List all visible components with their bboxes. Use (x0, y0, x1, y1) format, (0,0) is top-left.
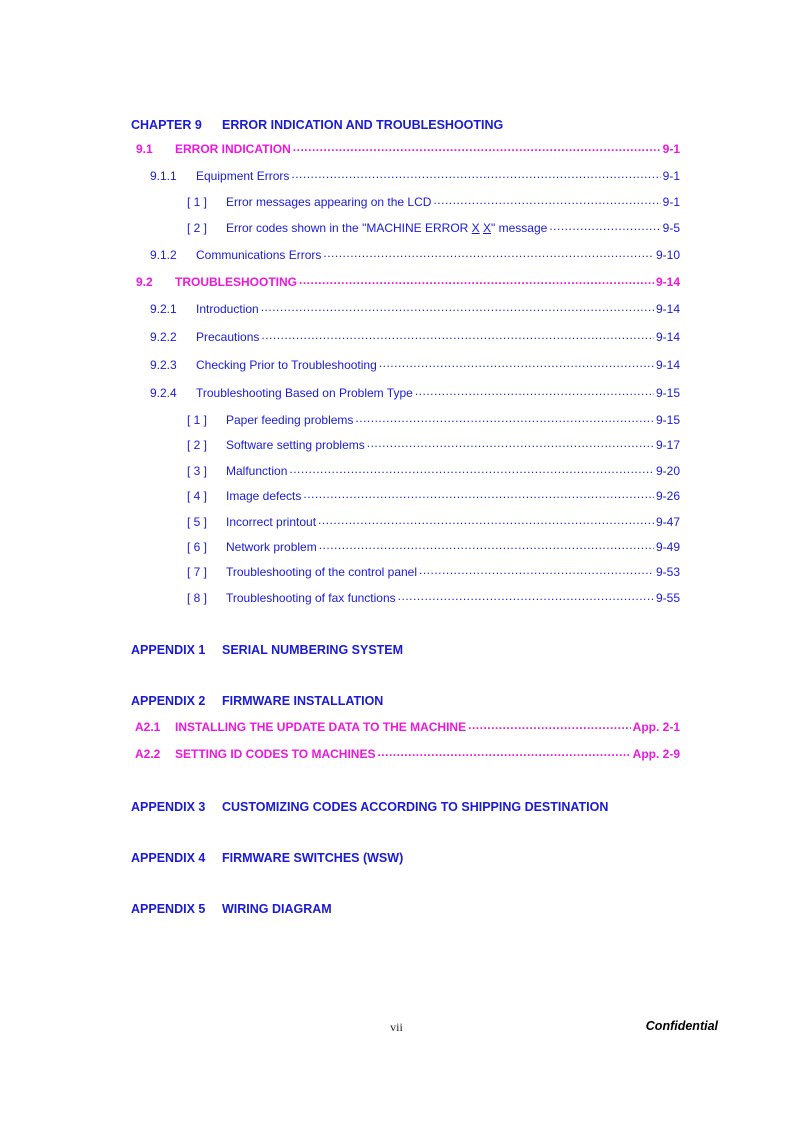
toc-entry-9-2[interactable] (136, 274, 680, 289)
toc-title: Image defects (226, 489, 302, 503)
appendix-5-heading[interactable] (131, 902, 332, 916)
toc-leader (319, 539, 654, 551)
toc-entry-9-1-2[interactable] (150, 247, 680, 262)
appendix-title: FIRMWARE INSTALLATION (222, 694, 384, 708)
toc-number: [ 5 ] (187, 515, 208, 529)
toc-title: Network problem (226, 540, 317, 554)
appendix-4-heading[interactable] (131, 851, 403, 865)
toc-page: 9-55 (655, 591, 680, 605)
toc-page: 9-14 (655, 275, 680, 289)
toc-leader (289, 463, 654, 475)
toc-number: 9.2.4 (150, 386, 177, 400)
toc-title: Troubleshooting Based on Problem Type (196, 386, 413, 400)
toc-title: Troubleshooting of fax functions (226, 591, 396, 605)
toc-leader (293, 141, 661, 153)
toc-entry-9-2-4-2[interactable] (187, 437, 680, 452)
toc-number: [ 7 ] (187, 565, 208, 579)
toc-entry-9-2-4-8[interactable] (187, 590, 680, 605)
toc-title: Software setting problems (226, 438, 365, 452)
toc-title: Introduction (196, 302, 259, 316)
appendix-title: SERIAL NUMBERING SYSTEM (222, 643, 404, 657)
toc-entry-9-1-1-2[interactable] (187, 220, 680, 235)
toc-title: INSTALLING THE UPDATE DATA TO THE MACHINE (175, 720, 467, 734)
toc-title: Error messages appearing on the LCD (226, 195, 432, 209)
toc-leader (367, 437, 654, 449)
chapter-title: ERROR INDICATION AND TROUBLESHOOTING (222, 118, 504, 132)
toc-number: [ 2 ] (187, 221, 208, 235)
toc-leader (379, 357, 654, 369)
toc-page: 9-15 (655, 413, 680, 427)
toc-number: 9.1 (136, 142, 153, 156)
toc-page: 9-1 (662, 169, 680, 183)
appendix-number: APPENDIX 3 (131, 800, 206, 814)
toc-title: TROUBLESHOOTING (175, 275, 297, 289)
toc-page: 9-10 (655, 248, 680, 262)
toc-entry-a2-2[interactable] (135, 746, 680, 761)
chapter-number: CHAPTER 9 (131, 118, 202, 132)
appendix-title: FIRMWARE SWITCHES (WSW) (222, 851, 404, 865)
toc-number: 9.2.1 (150, 302, 177, 316)
toc-title: ERROR INDICATION (175, 142, 291, 156)
toc-page: 9-14 (655, 302, 680, 316)
toc-number: 9.1.2 (150, 248, 177, 262)
toc-entry-9-1-1-1[interactable] (187, 194, 680, 209)
toc-title-underlined: X (471, 221, 480, 235)
toc-page: 9-20 (655, 464, 680, 478)
toc-entry-9-2-4-6[interactable] (187, 539, 680, 554)
toc-number: [ 1 ] (187, 413, 208, 427)
toc-page: 9-15 (655, 386, 680, 400)
toc-page: 9-47 (655, 515, 680, 529)
appendix-number: APPENDIX 2 (131, 694, 206, 708)
toc-leader (299, 274, 654, 286)
toc-number: [ 2 ] (187, 438, 208, 452)
toc-title-part: Error codes shown in the "MACHINE ERROR (226, 221, 472, 235)
toc-leader (415, 385, 654, 397)
toc-title: SETTING ID CODES TO MACHINES (175, 747, 376, 761)
toc-leader (318, 514, 654, 526)
toc-entry-9-2-4-1[interactable] (187, 412, 680, 427)
toc-leader (261, 329, 654, 341)
toc-page: 9-14 (655, 330, 680, 344)
toc-number: [ 6 ] (187, 540, 208, 554)
toc-entry-9-2-4-4[interactable] (187, 488, 680, 503)
toc-title: Troubleshooting of the control panel (226, 565, 418, 579)
toc-title-underlined: X (483, 221, 492, 235)
toc-number: 9.2.2 (150, 330, 177, 344)
toc-entry-9-2-4-3[interactable] (187, 463, 680, 478)
toc-entry-9-2-4[interactable] (150, 385, 680, 400)
appendix-number: APPENDIX 1 (131, 643, 206, 657)
toc-page: App. 2-1 (632, 720, 680, 734)
confidential-label: Confidential (645, 1019, 718, 1033)
toc-entry-9-1-1[interactable] (150, 168, 680, 183)
appendix-3-heading[interactable] (131, 800, 608, 814)
toc-leader (377, 746, 630, 758)
toc-page: 9-17 (655, 438, 680, 452)
toc-entry-9-2-2[interactable] (150, 329, 680, 344)
appendix-number: APPENDIX 4 (131, 851, 206, 865)
toc-number: 9.1.1 (150, 169, 177, 183)
appendix-1-heading[interactable] (131, 643, 403, 657)
toc-number: [ 3 ] (187, 464, 208, 478)
toc-leader (355, 412, 654, 424)
toc-page: 9-1 (662, 195, 680, 209)
toc-title: Equipment Errors (196, 169, 290, 183)
toc-leader (468, 719, 631, 731)
toc-title: Communications Errors (196, 248, 322, 262)
toc-leader (323, 247, 654, 259)
toc-number: [ 8 ] (187, 591, 208, 605)
toc-leader (433, 194, 660, 206)
toc-title: Malfunction (226, 464, 288, 478)
toc-number: [ 4 ] (187, 489, 208, 503)
appendix-number: APPENDIX 5 (131, 902, 206, 916)
appendix-title: CUSTOMIZING CODES ACCORDING TO SHIPPING DESTINATION (222, 800, 609, 814)
appendix-2-heading[interactable] (131, 694, 383, 708)
toc-entry-9-1[interactable] (136, 141, 680, 156)
toc-title: Paper feeding problems (226, 413, 354, 427)
toc-entry-9-2-4-5[interactable] (187, 514, 680, 529)
toc-leader (261, 301, 654, 313)
toc-leader (303, 488, 654, 500)
toc-page: 9-53 (655, 565, 680, 579)
toc-leader (398, 590, 654, 602)
toc-page: App. 2-9 (632, 747, 680, 761)
toc-number: A2.1 (135, 720, 161, 734)
toc-number: 9.2.3 (150, 358, 177, 372)
toc-title-part: " message (491, 221, 548, 235)
appendix-title: WIRING DIAGRAM (222, 902, 332, 916)
toc-page: 9-14 (655, 358, 680, 372)
toc-leader (549, 220, 660, 232)
toc-page: 9-26 (655, 489, 680, 503)
toc-leader (419, 564, 654, 576)
toc-entry-9-2-4-7[interactable] (187, 564, 680, 579)
page-number: vii (390, 1020, 403, 1034)
toc-number: [ 1 ] (187, 195, 208, 209)
toc-entry-9-2-1[interactable] (150, 301, 680, 316)
toc-page: 9-1 (662, 142, 680, 156)
toc-page: 9-49 (655, 540, 680, 554)
toc-leader (291, 168, 660, 180)
toc-entry-9-2-3[interactable] (150, 357, 680, 372)
toc-number: 9.2 (136, 275, 153, 289)
toc-page: 9-5 (662, 221, 680, 235)
toc-title (226, 221, 547, 235)
toc-title: Incorrect printout (226, 515, 317, 529)
toc-title: Precautions (196, 330, 260, 344)
toc-title: Checking Prior to Troubleshooting (196, 358, 377, 372)
chapter-heading (131, 118, 503, 132)
toc-entry-a2-1[interactable] (135, 719, 680, 734)
toc-number: A2.2 (135, 747, 161, 761)
